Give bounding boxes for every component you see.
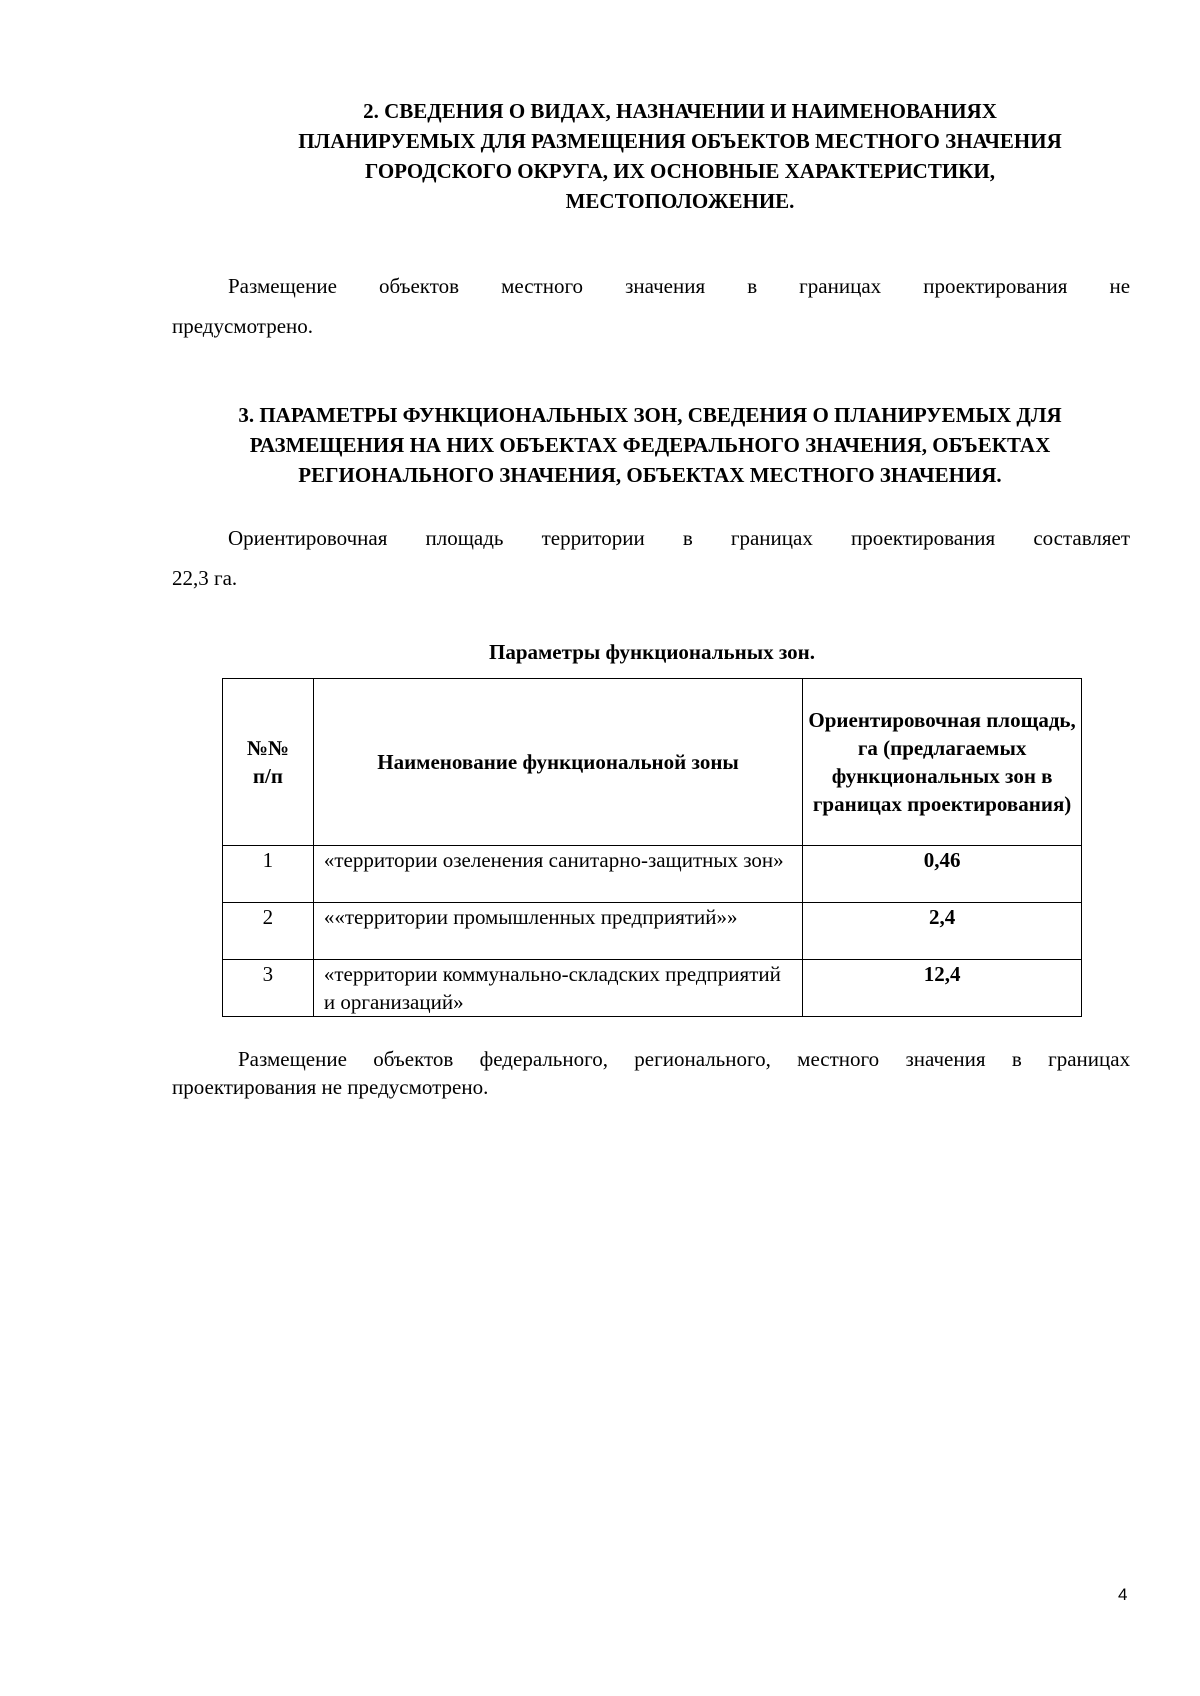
row-zone-name: «территории озеленения санитарно-защитных зон»: [313, 846, 802, 903]
heading-line: РЕГИОНАЛЬНОГО ЗНАЧЕНИЯ, ОБЪЕКТАХ МЕСТНОГО ЗНАЧЕНИЯ.: [298, 463, 1002, 487]
row-zone-name: ««территории промышленных предприятий»»: [313, 903, 802, 960]
heading-line: ГОРОДСКОГО ОКРУГА, ИХ ОСНОВНЫЕ ХАРАКТЕРИСТИКИ,: [364, 159, 995, 183]
table-header-row: [223, 679, 1082, 846]
paragraph-line: 22,3 га.: [172, 566, 238, 590]
heading-line: ПЛАНИРУЕМЫХ ДЛЯ РАЗМЕЩЕНИЯ ОБЪЕКТОВ МЕСТНОГО ЗНАЧЕНИЯ: [298, 129, 1062, 153]
heading-line: МЕСТОПОЛОЖЕНИЕ.: [565, 189, 795, 213]
header-zone-name: Наименование функциональной зоны: [313, 679, 802, 846]
table-row: [223, 846, 1082, 903]
row-number: 3: [223, 960, 314, 1017]
row-zone-name: «территории коммунально-складских предприятий и организаций»: [313, 960, 802, 1017]
closing-paragraph: [172, 1045, 1130, 1101]
table-row: [223, 960, 1082, 1017]
row-area: 12,4: [803, 960, 1082, 1017]
header-number-line: п/п: [252, 764, 283, 788]
paragraph-line: Ориентировочная площадь территории в границах проектирования составляет: [228, 526, 1131, 550]
page-number: 4: [1118, 1585, 1128, 1604]
section-2-heading: [230, 96, 1130, 216]
heading-line: 2. СВЕДЕНИЯ О ВИДАХ, НАЗНАЧЕНИИ И НАИМЕНОВАНИЯХ: [363, 99, 997, 123]
row-number: 2: [223, 903, 314, 960]
table-row: [223, 903, 1082, 960]
section-3-paragraph: [172, 518, 1130, 598]
header-area: Ориентировочная площадь, га (предлагаемых функциональных зон в границах проектирования): [803, 679, 1082, 846]
table-caption: Параметры функциональных зон.: [488, 640, 816, 664]
paragraph-line: Размещение объектов федерального, регионального, местного значения в границах: [238, 1047, 1131, 1071]
section-2-paragraph: [172, 266, 1130, 346]
section-3-heading: [170, 400, 1130, 490]
row-area: 2,4: [803, 903, 1082, 960]
header-number: [223, 679, 314, 846]
paragraph-line: Размещение объектов местного значения в границах проектирования не: [228, 274, 1131, 298]
paragraph-line: предусмотрено.: [172, 314, 314, 338]
row-area: 0,46: [803, 846, 1082, 903]
heading-line: 3. ПАРАМЕТРЫ ФУНКЦИОНАЛЬНЫХ ЗОН, СВЕДЕНИЯ О ПЛАНИРУЕМЫХ ДЛЯ: [238, 403, 1062, 427]
paragraph-line: проектирования не предусмотрено.: [172, 1075, 489, 1099]
header-number-line: №№: [246, 736, 290, 760]
row-number: 1: [223, 846, 314, 903]
functional-zones-table: [222, 678, 1082, 1017]
heading-line: РАЗМЕЩЕНИЯ НА НИХ ОБЪЕКТАХ ФЕДЕРАЛЬНОГО ЗНАЧЕНИЯ, ОБЪЕКТАХ: [249, 433, 1051, 457]
